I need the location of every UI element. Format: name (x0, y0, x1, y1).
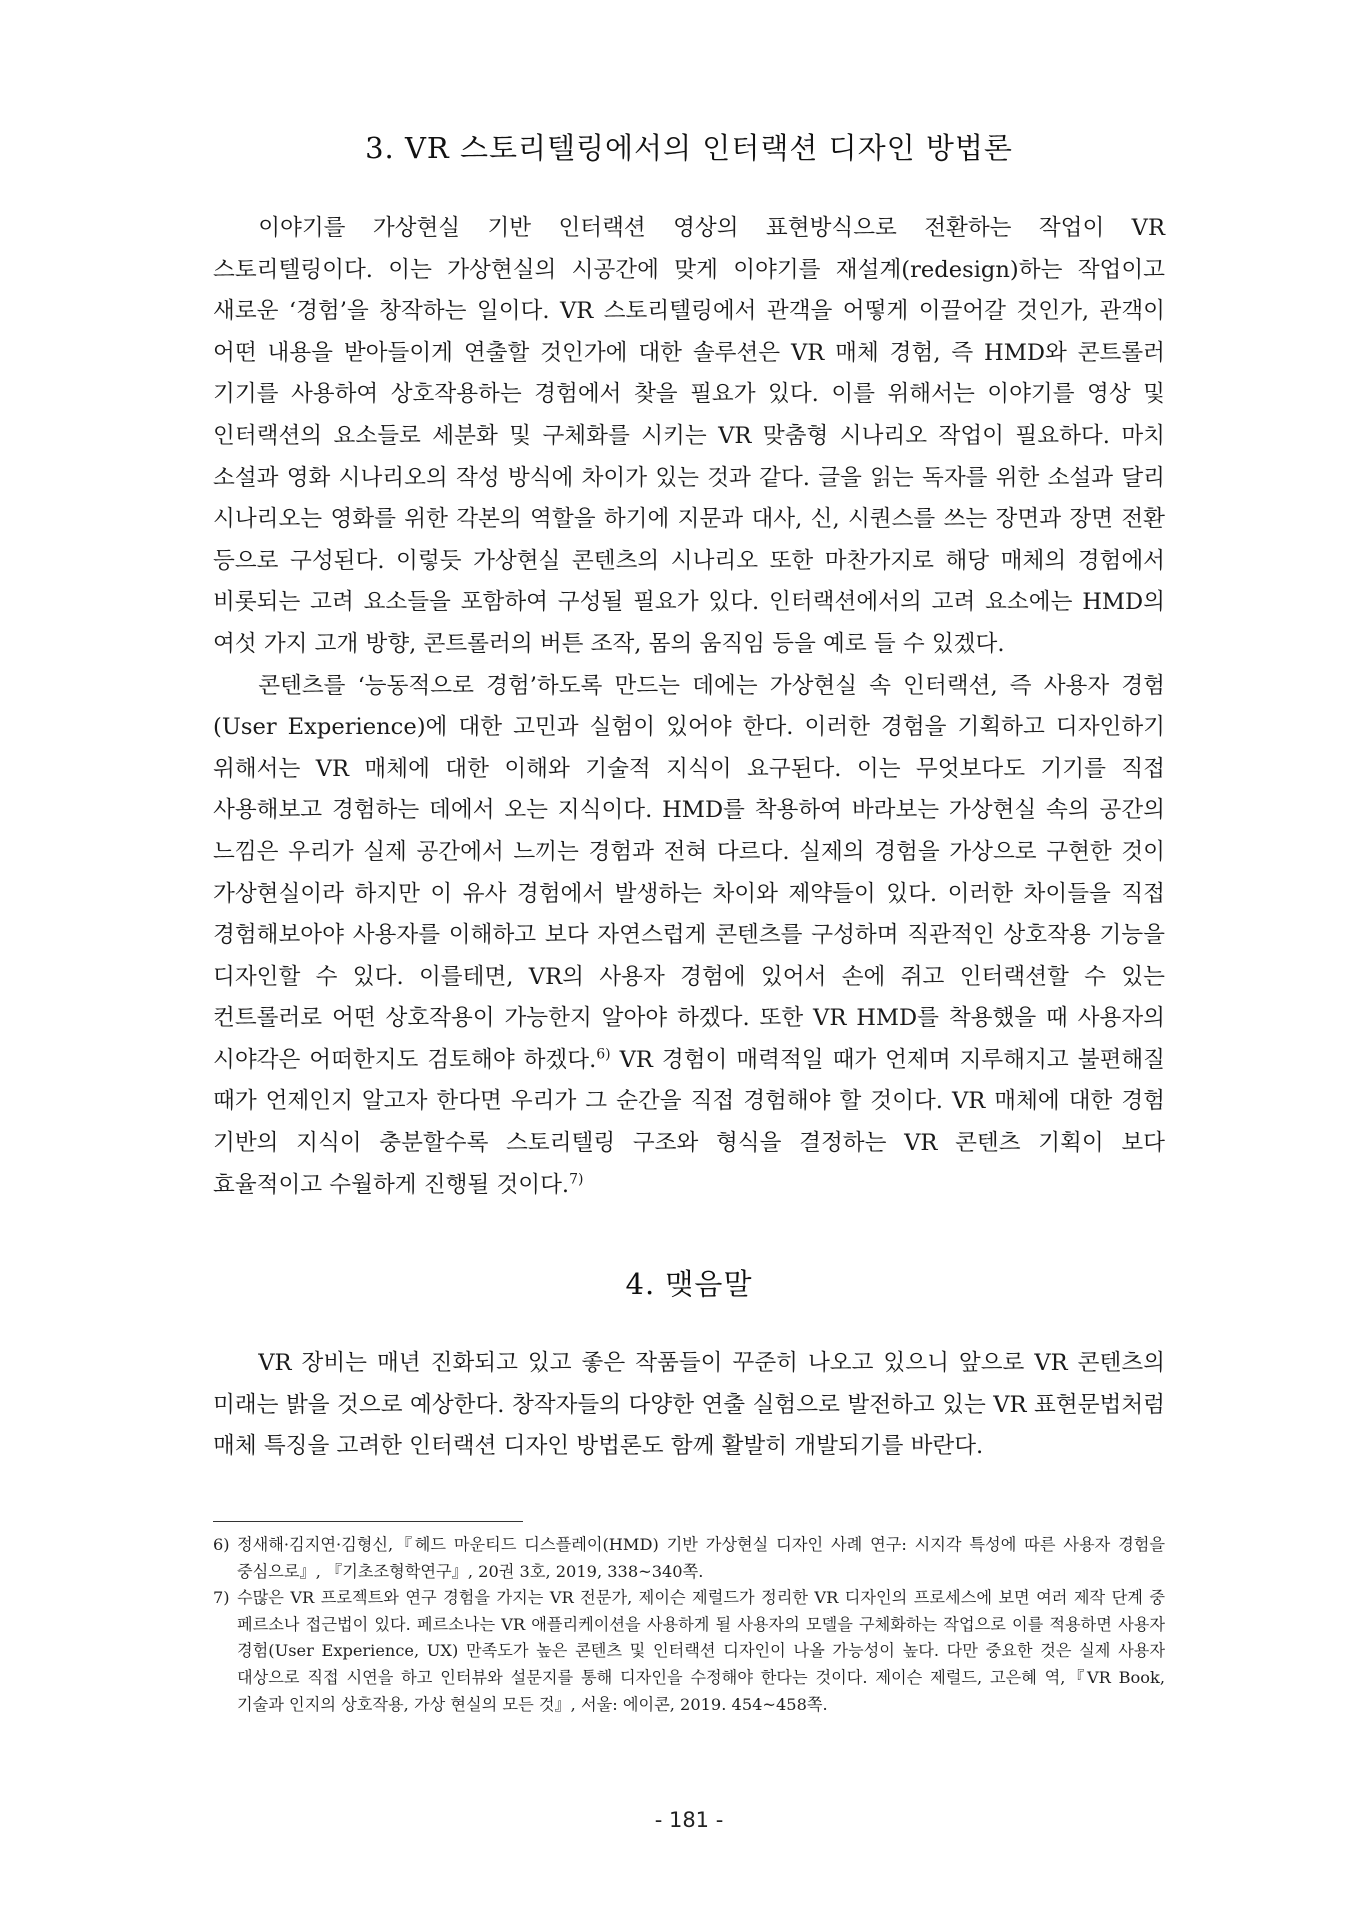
footnote-text: 정새해·김지연·김형신,『헤드 마운티드 디스플레이(HMD) 기반 가상현실 디자인 사례 연구: 시지각 특성에 따른 사용자 경험을 중심으로』, 『기초조형학연구』, 20권 3호, 2019, 338~340쪽. (237, 1535, 1165, 1581)
paragraph-text: VR 장비는 매년 진화되고 있고 좋은 작품들이 꾸준히 나오고 있으니 앞으로 VR 콘텐츠의 미래는 밝을 것으로 예상한다. 창작자들의 다양한 연출 실험으로 발전하고 있는 VR 표현문법처럼 매체 특징을 고려한 인터랙션 디자인 방법론도 함께 활발히 개발되기를 바란다. (213, 1350, 1165, 1460)
paragraph (213, 208, 1165, 666)
page-number: - 181 - (654, 1808, 724, 1832)
footnote-ref-7[interactable]: 7) (569, 1171, 584, 1188)
paragraph (213, 1343, 1165, 1468)
footnote-ref-6[interactable]: 6) (596, 1046, 611, 1063)
footnote-6 (213, 1532, 1165, 1585)
footnotes (213, 1532, 1165, 1718)
footnote-7 (213, 1585, 1165, 1718)
footnote-text: 수많은 VR 프로젝트와 연구 경험을 가지는 VR 전문가, 제이슨 제럴드가 정리한 VR 디자인의 프로세스에 보면 여러 제작 단계 중 페르소나 접근법이 있다. 페르소나는 VR 애플리케이션을 사용하게 될 사용자의 모델을 구체화하는 작업으로 이를 적용하면 사용자 경험(User Experience, UX) 만족도가 높은 콘텐츠 및 인터랙션 디자인이 나올 가능성이 높다. 다만 중요한 것은 실제 사용자 대상으로 직접 시연을 하고 인터뷰와 설문지를 통해 디자인을 수정해야 한다는 것이다. 제이슨 제럴드, 고은혜 역,『VR Book, 기술과 인지의 상호작용, 가상 현실의 모든 것』, 서울: 에이콘, 2019. 454~458쪽. (237, 1588, 1165, 1714)
section-3-body (213, 208, 1165, 1206)
paragraph-text: VR 경험이 매력적일 때가 언제며 지루해지고 불편해질 때가 언제인지 알고자 한다면 우리가 그 순간을 직접 경험해야 할 것이다. VR 매체에 대한 경험 기반의 지식이 충분할수록 스토리텔링 구조와 형식을 결정하는 VR 콘텐츠 기획이 보다 효율적이고 수월하게 진행될 것이다. (213, 1046, 1165, 1198)
paragraph-text: 이야기를 가상현실 기반 인터랙션 영상의 표현방식으로 전환하는 작업이 VR 스토리텔링이다. 이는 가상현실의 시공간에 맞게 이야기를 재설계(redesign)하는 작업이고 새로운 ‘경험’을 창작하는 일이다. VR 스토리텔링에서 관객을 어떻게 이끌어갈 것인가, 관객이 어떤 내용을 받아들이게 연출할 것인가에 대한 솔루션은 VR 매체 경험, 즉 HMD와 콘트롤러 기기를 사용하여 상호작용하는 경험에서 찾을 필요가 있다. 이를 위해서는 이야기를 영상 및 인터랙션의 요소들로 세분화 및 구체화를 시키는 VR 맞춤형 시나리오 작업이 필요하다. 마치 소설과 영화 시나리오의 작성 방식에 차이가 있는 것과 같다. 글을 읽는 독자를 위한 소설과 달리 시나리오는 영화를 위한 각본의 역할을 하기에 지문과 대사, 신, 시퀀스를 쓰는 장면과 장면 전환 등으로 구성된다. 이렇듯 가상현실 콘텐츠의 시나리오 또한 마찬가지로 해당 매체의 경험에서 비롯되는 고려 요소들을 포함하여 구성될 필요가 있다. 인터랙션에서의 고려 요소에는 HMD의 여섯 가지 고개 방향, 콘트롤러의 버튼 조작, 몸의 움직임 등을 예로 들 수 있겠다. (213, 215, 1165, 657)
footnote-number: 7) (213, 1588, 230, 1608)
footnote-number: 6) (213, 1535, 230, 1554)
section-4-body (213, 1343, 1165, 1468)
section-title-3: 3. VR 스토리텔링에서의 인터랙션 디자인 방법론 (365, 131, 1013, 165)
paragraph-text: 콘텐츠를 ‘능동적으로 경험’하도록 만드는 데에는 가상현실 속 인터랙션, 즉 사용자 경험(User Experience)에 대한 고민과 실험이 있어야 한다. 이러한 경험을 기획하고 디자인하기 위해서는 VR 매체에 대한 이해와 기술적 지식이 요구된다. 이는 무엇보다도 기기를 직접 사용해보고 경험하는 데에서 오는 지식이다. HMD를 착용하여 바라보는 가상현실 속의 공간의 느낌은 우리가 실제 공간에서 느끼는 경험과 전혀 다르다. 실제의 경험을 가상으로 구현한 것이 가상현실이라 하지만 이 유사 경험에서 발생하는 차이와 제약들이 있다. 이러한 차이들을 직접 경험해보아야 사용자를 이해하고 보다 자연스럽게 콘텐츠를 구성하며 직관적인 상호작용 기능을 디자인할 수 있다. 이를테면, VR의 사용자 경험에 있어서 손에 쥐고 인터랙션할 수 있는 컨트롤러로 어떤 상호작용이 가능한지 알아야 하겠다. 또한 VR HMD를 착용했을 때 사용자의 시야각은 어떠한지도 검토해야 하겠다. (213, 672, 1165, 1073)
footnote-divider (213, 1521, 523, 1522)
section-title-4: 4. 맺음말 (625, 1267, 753, 1301)
paragraph (213, 666, 1165, 1207)
